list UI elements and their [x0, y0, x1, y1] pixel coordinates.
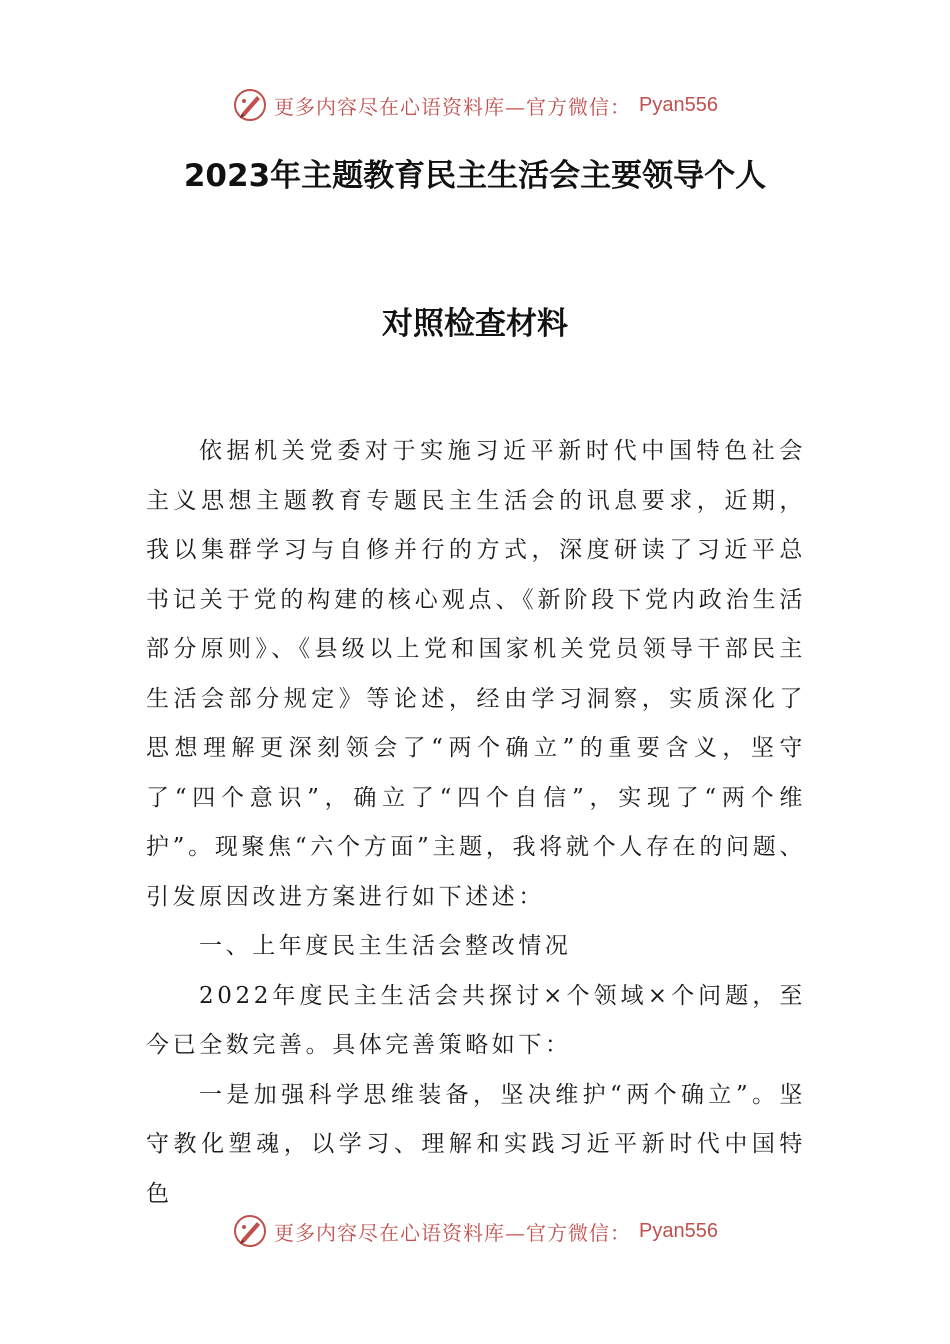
- watermark-wechat-id: Pyan556: [639, 93, 718, 116]
- body-paragraph-point-one: 一是加强科学思维装备，坚决维护“两个确立”。坚守教化塑魂，以学习、理解和实践习近平新时代中国特色: [146, 1081, 806, 1207]
- section-heading-1: 一、上年度民主生活会整改情况: [199, 933, 572, 959]
- document-title-line2: 对照检查材料: [382, 306, 568, 342]
- document-title-line1: 2023年主题教育民主生活会主要领导个人: [183, 158, 767, 194]
- footer-watermark: [0, 1206, 950, 1256]
- watermark-text: 更多内容尽在心语资料库—官方微信：: [274, 1220, 632, 1245]
- watermark-text: 更多内容尽在心语资料库—官方微信：: [274, 94, 632, 119]
- document-body: [146, 427, 806, 1219]
- body-paragraph-rectification: 2022年度民主生活会共探讨×个领域×个问题，至今已全数完善。具体完善策略如下：: [146, 982, 806, 1058]
- body-paragraph-intro: 依据机关党委对于实施习近平新时代中国特色社会主义思想主题教育专题民主生活会的讯息要求，近期，我以集群学习与自修并行的方式，深度研读了习近平总书记关于党的构建的核心观点、《新阶段下党内政治生活部分原则》、《县级以上党和国家机关党员领导干部民主生活会部分规定》等论述，经由学习洞察，实质深化了思想理解更深刻领会了“两个确立”的重要含义，坚守了“四个意识”，确立了“四个自信”，实现了“两个维护”。现聚焦“六个方面”主题，我将就个人存在的问题、引发原因改进方案进行如下述述：: [146, 438, 806, 910]
- pen-logo-icon: [232, 87, 268, 123]
- watermark-wechat-id: Pyan556: [639, 1219, 718, 1242]
- header-watermark: [0, 80, 950, 130]
- pen-logo-icon: [232, 1213, 268, 1249]
